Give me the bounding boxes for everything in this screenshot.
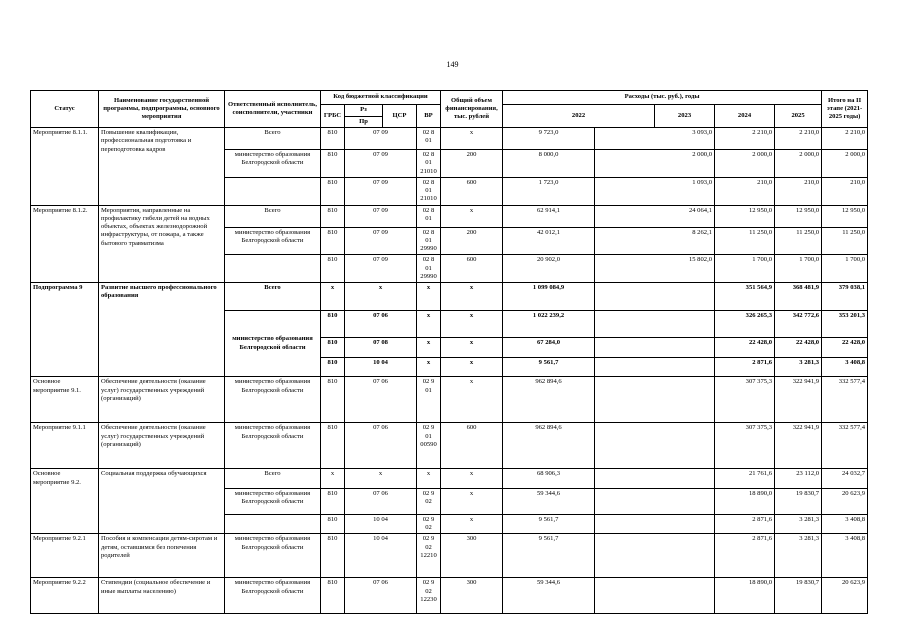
row-2023: 307 375,3 [715, 423, 775, 469]
row-grbs: x [321, 469, 345, 488]
row-responsible [225, 514, 321, 533]
row-2023: 210,0 [715, 177, 775, 205]
row-2023: 11 250,0 [715, 227, 775, 255]
row-total: 1 099 084,9 [503, 283, 595, 311]
row-rzpr: 07 09 [345, 227, 417, 255]
row-total: 9 561,7 [503, 514, 595, 533]
row-2024: 22 428,0 [775, 338, 822, 357]
header-2024: 2024 [715, 105, 775, 128]
row-2022: 2 000,0 [595, 150, 715, 178]
header-grbs: ГРБС [321, 105, 345, 128]
row-rzpr: 07 06 [345, 578, 417, 614]
row-2024: 19 830,7 [775, 578, 822, 614]
row-2023: 307 375,3 [715, 377, 775, 423]
row-2025: 2 000,0 [822, 150, 868, 178]
row-2024: 322 941,9 [775, 377, 822, 423]
row-total: 9 723,0 [503, 128, 595, 150]
row-2022 [595, 338, 715, 357]
header-responsible: Ответственный исполнитель, соисполнители, участники [225, 91, 321, 128]
row-2024: 210,0 [775, 177, 822, 205]
row-grbs: 810 [321, 534, 345, 578]
row-name: Социальная поддержка обучающихся [99, 469, 225, 534]
row-csr: 02 8 01 29990 [417, 227, 441, 255]
row-2025: 3 408,8 [822, 534, 868, 578]
row-2024: 342 772,6 [775, 310, 822, 338]
row-name: Обеспечение деятельности (оказание услуг) государственных учреждений (организаций) [99, 423, 225, 469]
row-grbs: 810 [321, 255, 345, 283]
row-responsible: министерство образования Белгородской области [225, 423, 321, 469]
row-2022 [595, 357, 715, 376]
row-2024: 2 210,0 [775, 128, 822, 150]
row-grbs: 810 [321, 514, 345, 533]
row-total: 962 894,6 [503, 377, 595, 423]
row-vr: 300 [441, 578, 503, 614]
row-vr: x [441, 488, 503, 514]
header-total: Общий объем финансирования, тыс. рублей [441, 91, 503, 128]
row-2022 [595, 578, 715, 614]
row-name: Обеспечение деятельности (оказание услуг) государственных учреждений (организаций) [99, 377, 225, 423]
header-2023: 2023 [655, 105, 715, 128]
row-2025: 332 577,4 [822, 377, 868, 423]
row-responsible: министерство образования Белгородской области [225, 534, 321, 578]
row-rzpr: 07 09 [345, 177, 417, 205]
row-total: 1 022 239,2 [503, 310, 595, 338]
row-2024: 11 250,0 [775, 227, 822, 255]
row-csr: x [417, 283, 441, 311]
row-vr: x [441, 357, 503, 376]
row-grbs: x [321, 283, 345, 311]
row-vr: 300 [441, 534, 503, 578]
header-status: Статус [31, 91, 99, 128]
header-expenses: Расходы (тыс. руб.), годы [503, 91, 822, 105]
row-grbs: 810 [321, 227, 345, 255]
row-2023: 1 700,0 [715, 255, 775, 283]
row-name: Пособия и компенсации детям-сиротам и детям, оставшимся без попечения родителей [99, 534, 225, 578]
row-2022: 15 802,0 [595, 255, 715, 283]
row-csr: x [417, 310, 441, 338]
row-2023: 18 890,0 [715, 578, 775, 614]
row-csr: 02 9 01 00590 [417, 423, 441, 469]
row-2024: 19 830,7 [775, 488, 822, 514]
row-status: Основное мероприятие 9.1. [31, 377, 99, 423]
row-rzpr: 10 04 [345, 534, 417, 578]
row-responsible: министерство образования Белгородской области [225, 377, 321, 423]
row-2025: 379 038,1 [822, 283, 868, 311]
row-2025: 24 032,7 [822, 469, 868, 488]
row-2024: 23 112,0 [775, 469, 822, 488]
row-2025: 2 210,0 [822, 128, 868, 150]
row-vr: 200 [441, 150, 503, 178]
row-2023: 2 871,6 [715, 357, 775, 376]
row-grbs: 810 [321, 150, 345, 178]
row-2023: 351 564,9 [715, 283, 775, 311]
row-2025: 332 577,4 [822, 423, 868, 469]
row-2025: 20 623,9 [822, 578, 868, 614]
row-status: Мероприятие 9.2.1 [31, 534, 99, 578]
row-2022 [595, 423, 715, 469]
row-total: 42 012,1 [503, 227, 595, 255]
row-rzpr: 07 06 [345, 423, 417, 469]
row-total: 67 284,0 [503, 338, 595, 357]
row-responsible: Всего [225, 283, 321, 311]
row-vr: x [441, 514, 503, 533]
row-2025: 3 408,8 [822, 514, 868, 533]
header-pr: Пр [345, 117, 383, 128]
row-csr: 02 9 02 [417, 488, 441, 514]
header-rz: Рз [345, 105, 383, 117]
row-grbs: 810 [321, 578, 345, 614]
row-rzpr: x [345, 283, 417, 311]
row-2025: 22 428,0 [822, 338, 868, 357]
row-name: Мероприятия, направленные на профилактику гибели детей на водных объектах, объектах железнодорожной инфраструктуры, от пожара, а также бытового травматизма [99, 205, 225, 282]
row-grbs: 810 [321, 357, 345, 376]
row-vr: x [441, 283, 503, 311]
row-name: Стипендии (социальное обеспечение и иные выплаты населению) [99, 578, 225, 614]
row-grbs: 810 [321, 205, 345, 227]
row-2023: 326 265,3 [715, 310, 775, 338]
row-2023: 12 950,0 [715, 205, 775, 227]
row-2022 [595, 534, 715, 578]
page-number: 149 [446, 60, 459, 69]
row-grbs: 810 [321, 310, 345, 338]
row-total: 1 723,0 [503, 177, 595, 205]
row-2023: 18 890,0 [715, 488, 775, 514]
header-itogo: Итого на II этапе (2021-2025 годы) [822, 91, 868, 128]
header-2022: 2022 [503, 105, 655, 128]
row-vr: x [441, 205, 503, 227]
row-2024: 3 281,3 [775, 357, 822, 376]
row-2024: 368 481,9 [775, 283, 822, 311]
row-csr: x [417, 469, 441, 488]
row-vr: x [441, 128, 503, 150]
row-csr: 02 8 01 [417, 128, 441, 150]
row-2022: 8 262,1 [595, 227, 715, 255]
row-status: Подпрограмма 9 [31, 283, 99, 377]
header-2025: 2025 [775, 105, 822, 128]
row-total: 8 000,0 [503, 150, 595, 178]
row-responsible: министерство образования Белгородской области [225, 150, 321, 178]
row-2024: 1 700,0 [775, 255, 822, 283]
row-2024: 3 281,3 [775, 534, 822, 578]
row-2025: 1 700,0 [822, 255, 868, 283]
row-grbs: 810 [321, 128, 345, 150]
row-grbs: 810 [321, 338, 345, 357]
row-vr: 600 [441, 255, 503, 283]
row-2023: 2 000,0 [715, 150, 775, 178]
row-2025: 12 950,0 [822, 205, 868, 227]
row-responsible [225, 177, 321, 205]
row-csr: 02 8 01 29990 [417, 255, 441, 283]
row-vr: 200 [441, 227, 503, 255]
row-csr: 02 8 01 [417, 205, 441, 227]
row-total: 962 894,6 [503, 423, 595, 469]
row-rzpr: 07 06 [345, 377, 417, 423]
row-rzpr: 07 08 [345, 338, 417, 357]
budget-table [30, 90, 868, 614]
row-2022 [595, 310, 715, 338]
row-total: 9 561,7 [503, 357, 595, 376]
row-2022: 1 093,0 [595, 177, 715, 205]
row-vr: x [441, 469, 503, 488]
row-total: 20 902,0 [503, 255, 595, 283]
row-responsible: Всего [225, 128, 321, 150]
row-vr: x [441, 377, 503, 423]
row-2023: 2 210,0 [715, 128, 775, 150]
row-2022 [595, 469, 715, 488]
row-2022 [595, 514, 715, 533]
row-csr: 02 8 01 21010 [417, 177, 441, 205]
row-2022 [595, 283, 715, 311]
row-responsible: министерство образования Белгородской области [225, 578, 321, 614]
row-2023: 2 871,6 [715, 514, 775, 533]
row-2025: 210,0 [822, 177, 868, 205]
row-2024: 12 950,0 [775, 205, 822, 227]
row-csr: x [417, 338, 441, 357]
row-grbs: 810 [321, 423, 345, 469]
row-csr: 02 9 02 12210 [417, 534, 441, 578]
row-csr: 02 9 02 12230 [417, 578, 441, 614]
row-2025: 11 250,0 [822, 227, 868, 255]
row-rzpr: 07 09 [345, 150, 417, 178]
row-name: Развитие высшего профессионального образования [99, 283, 225, 377]
row-2022: 24 064,1 [595, 205, 715, 227]
row-csr: x [417, 357, 441, 376]
row-rzpr: 07 06 [345, 310, 417, 338]
row-2023: 21 761,6 [715, 469, 775, 488]
row-rzpr: 07 09 [345, 205, 417, 227]
row-2024: 322 941,9 [775, 423, 822, 469]
row-rzpr: 10 04 [345, 514, 417, 533]
row-total: 9 561,7 [503, 534, 595, 578]
row-vr: 600 [441, 423, 503, 469]
row-grbs: 810 [321, 488, 345, 514]
row-responsible [225, 255, 321, 283]
row-2024: 2 000,0 [775, 150, 822, 178]
header-csr: ЦСР [383, 105, 417, 128]
row-responsible: Всего [225, 469, 321, 488]
row-vr: x [441, 338, 503, 357]
header-budget-code: Код бюджетной классификации [321, 91, 441, 105]
header-name: Наименование государственной программы, подпрограммы, основного мероприятия [99, 91, 225, 128]
row-vr: x [441, 310, 503, 338]
row-2025: 3 408,8 [822, 357, 868, 376]
row-status: Мероприятие 9.2.2 [31, 578, 99, 614]
row-responsible: министерство образования Белгородской области [225, 488, 321, 514]
row-rzpr: x [345, 469, 417, 488]
row-2022 [595, 377, 715, 423]
row-2025: 353 201,3 [822, 310, 868, 338]
header-vr: ВР [417, 105, 441, 128]
row-status: Мероприятие 8.1.2. [31, 205, 99, 282]
row-csr: 02 9 01 [417, 377, 441, 423]
row-vr: 600 [441, 177, 503, 205]
row-grbs: 810 [321, 377, 345, 423]
row-rzpr: 10 04 [345, 357, 417, 376]
row-total: 59 344,6 [503, 488, 595, 514]
row-grbs: 810 [321, 177, 345, 205]
row-2023: 22 428,0 [715, 338, 775, 357]
row-status: Мероприятие 8.1.1. [31, 128, 99, 205]
row-csr: 02 8 01 21010 [417, 150, 441, 178]
row-status: Мероприятие 9.1.1 [31, 423, 99, 469]
row-responsible: министерство образования Белгородской области [225, 227, 321, 255]
row-total: 68 906,3 [503, 469, 595, 488]
row-total: 62 914,1 [503, 205, 595, 227]
row-responsible: министерство образования Белгородской области [225, 310, 321, 377]
row-2024: 3 281,3 [775, 514, 822, 533]
row-responsible: Всего [225, 205, 321, 227]
row-2022 [595, 488, 715, 514]
row-2023: 2 871,6 [715, 534, 775, 578]
row-csr: 02 9 02 [417, 514, 441, 533]
row-name: Повышение квалификации, профессиональная подготовка и переподготовка кадров [99, 128, 225, 205]
row-rzpr: 07 06 [345, 488, 417, 514]
row-total: 59 344,6 [503, 578, 595, 614]
row-rzpr: 07 09 [345, 128, 417, 150]
row-2022: 3 093,0 [595, 128, 715, 150]
row-2025: 20 623,9 [822, 488, 868, 514]
row-rzpr: 07 09 [345, 255, 417, 283]
row-status: Основное мероприятие 9.2. [31, 469, 99, 534]
